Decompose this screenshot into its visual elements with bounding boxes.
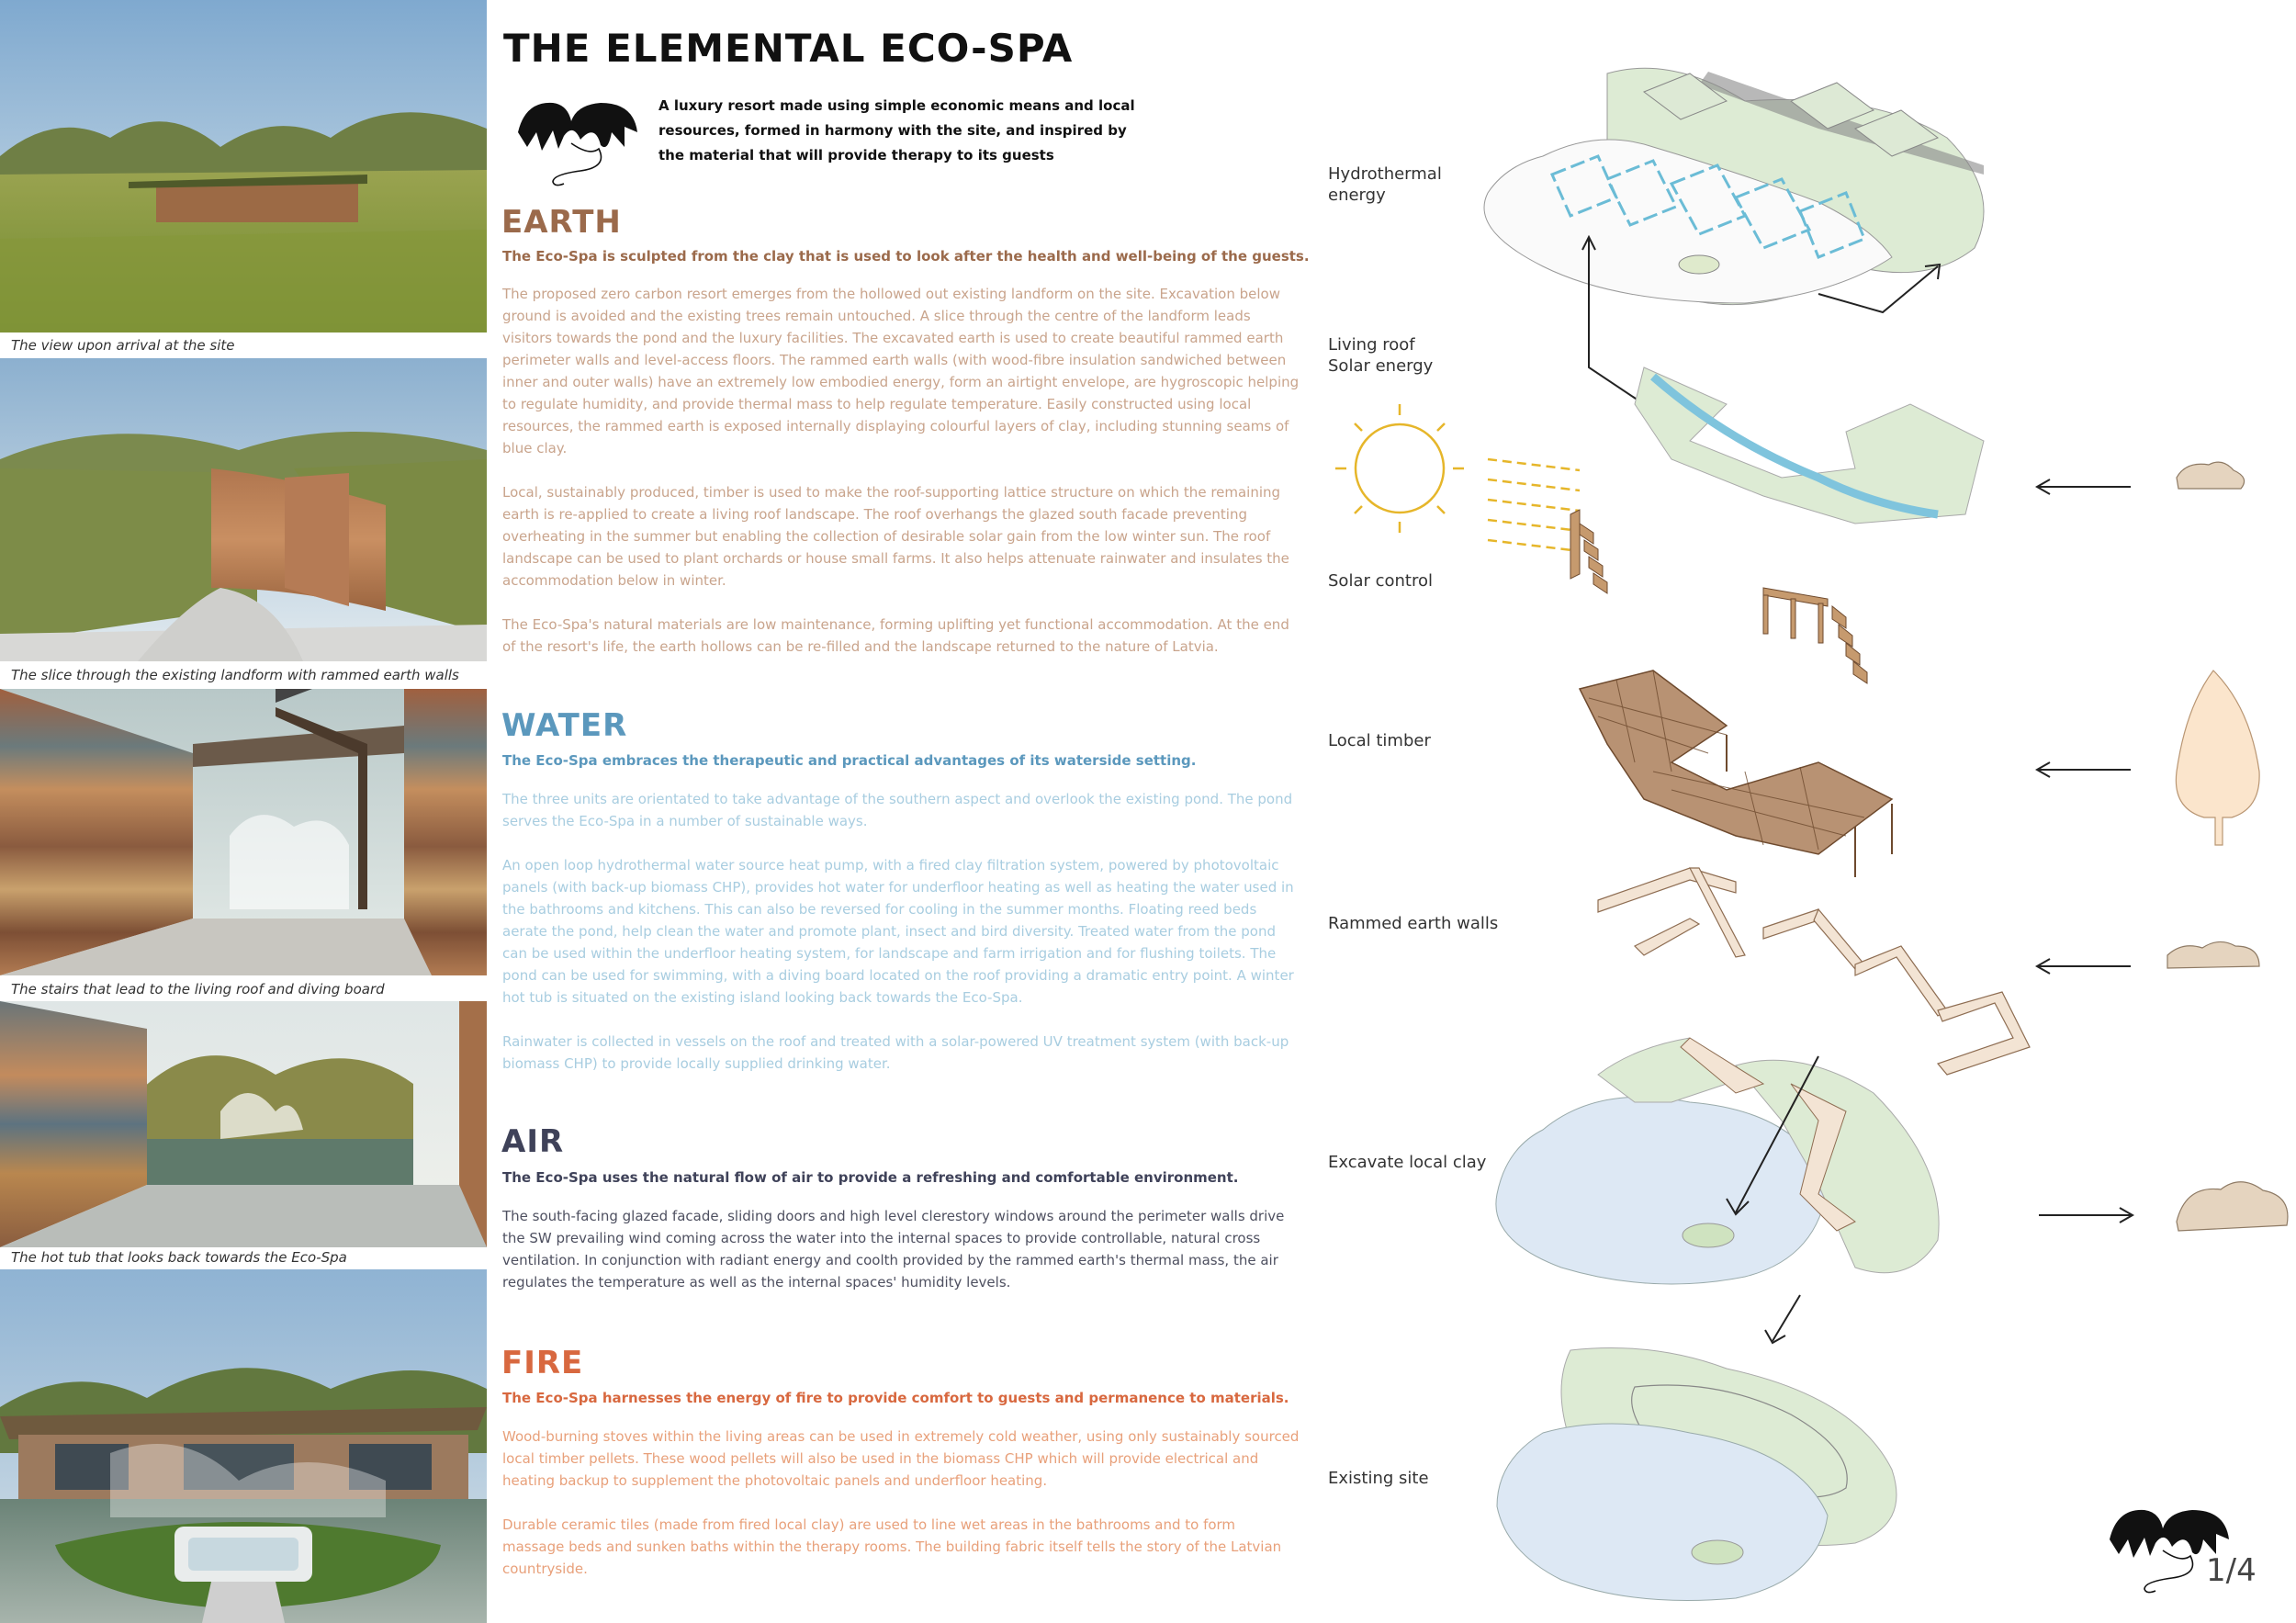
water-paragraph-1: The three units are orientated to take advantage of the southern aspect and overlook the existing pond. The pond serves the Eco-Spa in a number of sustainable ways.	[502, 791, 1293, 829]
photo-arrival	[0, 0, 487, 332]
earth-paragraph-1: The proposed zero carbon resort emerges from the hollowed out existing landform on the site. Excavation below ground is avoided and the existing trees remain untouched. A slice through the centre of the landform leads visitors towards the pond and the luxury facilities. The excavated earth is used to create beautiful rammed earth perimeter walls and level-access floors. The rammed earth walls (with wood-fibre insulation sandwiched between inner and outer walls) have an extremely low embodied energy, form an airtight envelope, are hygroscopic helping to regulate humidity, and provide thermal mass to help regulate temperature. Easily constructed using local resources, the rammed earth is exposed internally displaying colourful layers of clay, including stunning seams of blue clay.	[502, 286, 1300, 456]
caption-hottub: The hot tub that looks back towards the Eco-Spa	[11, 1249, 347, 1266]
intro-text: A luxury resort made using simple economic means and local resources, formed in harmony with the site, and inspired by the material that will provide therapy to its guests	[658, 97, 1135, 163]
photo-hottub	[0, 1001, 487, 1247]
sun-rays	[1488, 459, 1580, 551]
air-heading: AIR	[501, 1123, 565, 1160]
label-hydrothermal: Hydrothermal energy	[1328, 164, 1442, 205]
water-paragraph-3: Rainwater is collected in vessels on the roof and treated with a solar-powered UV treatment system (with back-up biomass CHP) to provide locally supplied drinking water.	[502, 1033, 1289, 1072]
label-excavate: Excavate local clay	[1328, 1153, 1487, 1172]
water-paragraph-2: An open loop hydrothermal water source heat pump, with a fired clay filtration system, powered by photovoltaic panels (with back-up biomass CHP), provides hot water for underfloor heating as well as heating the water used in the bathrooms and kitchens. This can also be reversed for cooling in the summer months. Floating reed beds aerate the pond, help clean the water and promote plant, insect and bird diversity. Treated water from the pond can be used within the underfloor heating system, for landscape and farm irrigation and for flushing toilets. The pond can be used for swimming, with a diving board located on the roof providing a dramatic entry point. A winter hot tub is situated on the existing island looking back towards the Eco-Spa.	[502, 857, 1294, 1006]
air-subheading: The Eco-Spa uses the natural flow of air to provide a refreshing and comfortable environment.	[502, 1169, 1239, 1186]
photo-slice	[0, 358, 487, 661]
logo	[516, 96, 645, 187]
caption-stairs: The stairs that lead to the living roof and diving board	[11, 981, 385, 997]
label-living-roof: Living roof Solar energy	[1328, 335, 1434, 376]
fire-subheading: The Eco-Spa harnesses the energy of fire to provide comfort to guests and permanence to materials.	[502, 1390, 1289, 1406]
existing-site-layer	[1497, 1348, 1896, 1601]
water-subheading: The Eco-Spa embraces the therapeutic and practical advantages of its waterside setting.	[502, 752, 1197, 769]
caption-slice: The slice through the existing landform with rammed earth walls	[11, 667, 459, 683]
photo-stairs	[0, 689, 487, 975]
solar-control-layer	[1570, 510, 1867, 683]
fire-paragraph-1: Wood-burning stoves within the living areas can be used in extremely cold weather, using only sustainably sourced local timber pellets. These wood pellets will also be used in the biomass CHP which will provide electrical and heating backup to supplement the photovoltaic panels and underfloor heating.	[502, 1428, 1300, 1489]
earth-subheading: The Eco-Spa is sculpted from the clay that is used to look after the health and well-being of the guests.	[502, 248, 1310, 265]
label-existing: Existing site	[1328, 1469, 1429, 1488]
air-paragraph-1: The south-facing glazed facade, sliding doors and high level clerestory windows around the perimeter walls drive the SW prevailing wind coming across the water into the internal spaces to provide controllable, natural cross ventilation. In conjunction with radiant energy and coolth provided by the rammed earth's thermal mass, the air regulates the temperature as well as the internal spaces' humidity levels.	[502, 1208, 1285, 1291]
page-title: THE ELEMENTAL ECO-SPA	[503, 26, 1074, 71]
fire-paragraph-2: Durable ceramic tiles (made from fired local clay) are used to line wet areas in the bathrooms and to form massage beds and sunken baths within the therapy rooms. The building fabric itself tells the story of the Latvian countryside.	[502, 1516, 1282, 1577]
label-solar-control: Solar control	[1328, 571, 1433, 591]
earth-heading: EARTH	[501, 204, 622, 241]
tree-icon	[2176, 671, 2259, 845]
living-roof-layer	[1635, 367, 1984, 524]
earth-paragraph-2: Local, sustainably produced, timber is used to make the roof-supporting lattice structure on which the remaining earth is re-applied to create a living roof landscape. The roof overhangs the glazed south facade preventing overheating in the summer but enabling the collection of desirable solar gain from the low winter sun. The roof landscape can be used to plant orchards or house small farms. It also helps attenuate rainwater and insulates the accommodation below in winter.	[502, 484, 1289, 589]
sun-icon	[1335, 404, 1464, 533]
clay-icon	[2167, 462, 2288, 1231]
fire-heading: FIRE	[501, 1345, 584, 1381]
water-heading: WATER	[501, 707, 628, 744]
photo-fire	[0, 1269, 487, 1623]
caption-arrival: The view upon arrival at the site	[11, 337, 235, 354]
exploded-diagram	[1304, 37, 2296, 1623]
hydrothermal-layer	[1484, 68, 1984, 304]
timber-lattice-layer	[1580, 671, 1892, 877]
excavate-layer	[1496, 1038, 1939, 1284]
label-rammed-earth: Rammed earth walls	[1328, 914, 1499, 933]
page-number: 1/4	[2206, 1552, 2257, 1589]
earth-paragraph-3: The Eco-Spa's natural materials are low maintenance, forming uplifting yet functional accommodation. At the end of the resort's life, the earth hollows can be re-filled and the landscape returned to the nature of Latvia.	[502, 616, 1289, 655]
label-local-timber: Local timber	[1328, 731, 1431, 750]
